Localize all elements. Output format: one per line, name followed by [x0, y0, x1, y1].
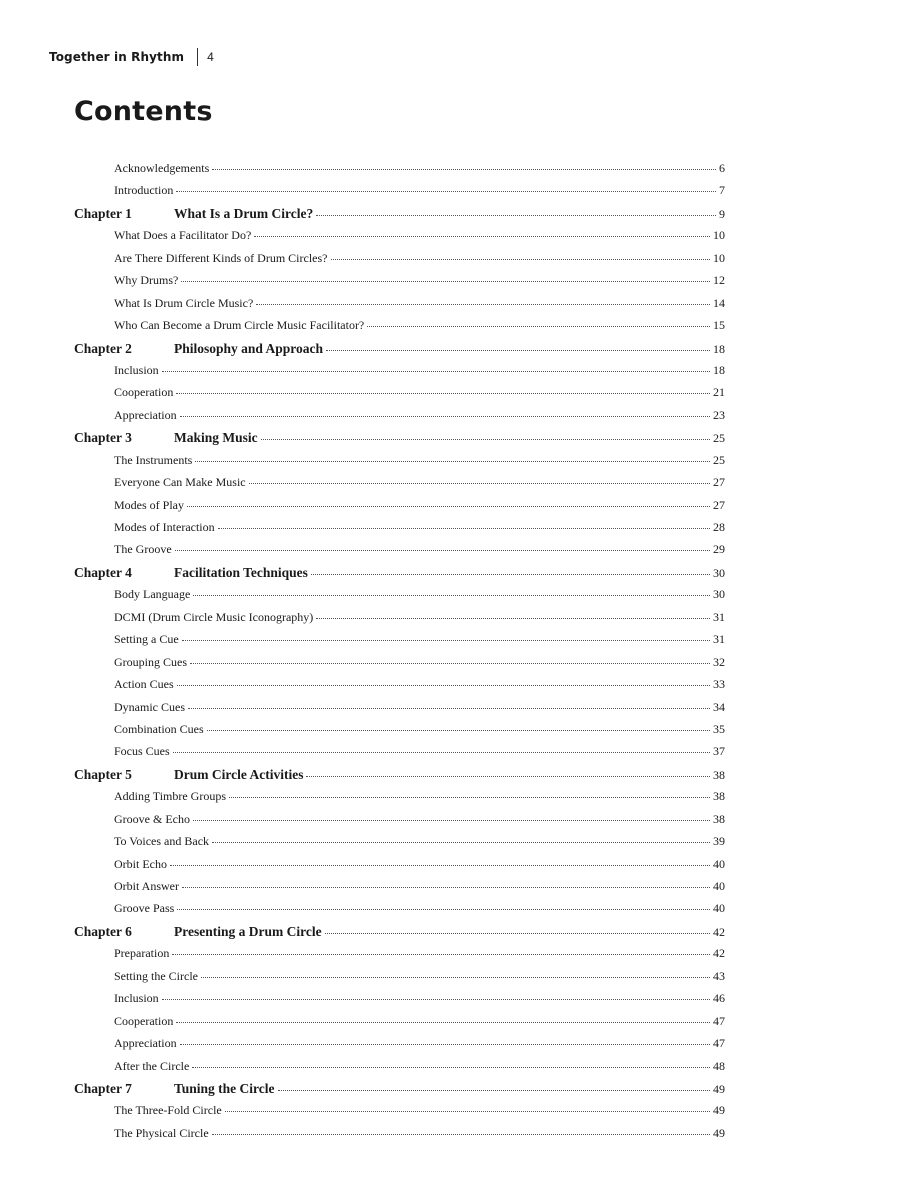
chapter-number: Chapter 7 [74, 1080, 132, 1096]
section-title: To Voices and Back [114, 834, 210, 849]
dot-leader [201, 977, 710, 978]
section-title: Who Can Become a Drum Circle Music Facilitator? [114, 318, 365, 333]
section-title: Groove & Echo [114, 811, 190, 826]
dot-leader [182, 887, 710, 888]
toc-section-row [74, 1059, 725, 1081]
dot-leader [316, 618, 710, 619]
dot-leader [249, 483, 710, 484]
toc-page-number: 10 [713, 250, 725, 265]
toc-page-number: 34 [713, 699, 725, 714]
section-title: Action Cues [114, 677, 174, 692]
toc-chapter-row [74, 430, 725, 452]
dot-leader [212, 842, 710, 843]
toc-page-number: 46 [713, 991, 725, 1006]
section-title: Are There Different Kinds of Drum Circles? [114, 250, 328, 265]
toc-section-row [74, 632, 725, 654]
dot-leader [254, 236, 710, 237]
dot-leader [192, 1067, 710, 1068]
toc-section-row [74, 677, 725, 699]
section-title: Dynamic Cues [114, 699, 185, 714]
running-head [49, 47, 214, 67]
dot-leader [193, 820, 710, 821]
section-title: Why Drums? [114, 273, 179, 288]
section-title: What Is Drum Circle Music? [114, 295, 254, 310]
chapter-number: Chapter 1 [74, 205, 132, 221]
dot-leader [177, 685, 710, 686]
toc-section-row [74, 520, 725, 542]
toc-section-row [74, 183, 725, 205]
toc-section-row [74, 991, 725, 1013]
section-title: Introduction [114, 183, 174, 198]
section-title: Appreciation [114, 407, 177, 422]
toc-section-row [74, 498, 725, 520]
toc-section-row [74, 946, 725, 968]
toc-section-row [74, 1103, 725, 1125]
section-title: Inclusion [114, 362, 159, 377]
toc-page-number: 28 [713, 520, 725, 534]
dot-leader [170, 865, 710, 866]
section-title: The Three-Fold Circle [114, 1103, 222, 1118]
toc-section-row [74, 655, 725, 677]
toc-page-number: 30 [713, 587, 725, 602]
toc-page-number: 27 [713, 497, 725, 512]
toc-chapter-row [74, 767, 725, 789]
section-title: Cooperation [114, 385, 174, 400]
section-title: The Instruments [114, 452, 193, 467]
toc-page-number: 6 [719, 161, 725, 175]
toc-page-number: 40 [713, 879, 725, 893]
toc-page-number: 43 [713, 968, 725, 983]
dot-leader [225, 1111, 710, 1112]
toc-section-row [74, 1036, 725, 1058]
toc-page-number: 42 [713, 924, 725, 939]
dot-leader [190, 663, 710, 664]
toc-page-number: 47 [713, 1013, 725, 1028]
toc-section-row [74, 901, 725, 923]
section-title: DCMI (Drum Circle Music Iconography) [114, 609, 314, 624]
toc-section-row [74, 251, 725, 273]
dot-leader [331, 259, 711, 260]
dot-leader [180, 1044, 710, 1045]
toc-page-number: 12 [713, 273, 725, 288]
section-title: Appreciation [114, 1036, 177, 1051]
chapter-title: Philosophy and Approach [174, 340, 324, 356]
dot-leader [326, 350, 710, 351]
header-divider [197, 48, 198, 66]
dot-leader [177, 909, 710, 910]
section-title: Adding Timbre Groups [114, 789, 227, 804]
toc-page-number: 25 [713, 431, 725, 446]
dot-leader [172, 954, 710, 955]
toc-page-number: 49 [713, 1081, 725, 1096]
toc-section-row [74, 273, 725, 295]
dot-leader [162, 999, 710, 1000]
dot-leader [261, 439, 710, 440]
toc-page-number: 48 [713, 1058, 725, 1073]
dot-leader [182, 640, 710, 641]
section-title: Preparation [114, 946, 170, 961]
section-title: Inclusion [114, 991, 159, 1006]
toc-section-row [74, 363, 725, 385]
toc-section-row [74, 744, 725, 766]
section-title: Orbit Answer [114, 879, 179, 893]
toc-page-number: 23 [713, 407, 725, 422]
section-title: The Physical Circle [114, 1125, 209, 1140]
toc-page-number: 49 [713, 1103, 725, 1118]
section-title: Modes of Play [114, 497, 184, 512]
dot-leader [176, 1022, 710, 1023]
toc-section-row [74, 722, 725, 744]
dot-leader [212, 1134, 710, 1135]
toc-page-number: 39 [713, 834, 725, 849]
dot-leader [180, 416, 710, 417]
section-title: Setting a Cue [114, 632, 179, 647]
toc-chapter-row [74, 206, 725, 228]
toc-page-number: 7 [719, 183, 725, 198]
table-of-contents [74, 161, 725, 1148]
section-title: Modes of Interaction [114, 520, 215, 534]
toc-section-row [74, 228, 725, 250]
toc-section-row [74, 453, 725, 475]
toc-section-row [74, 834, 725, 856]
dot-leader [278, 1090, 710, 1091]
toc-page-number: 33 [713, 677, 725, 692]
toc-section-row [74, 587, 725, 609]
toc-page-number: 37 [713, 744, 725, 759]
dot-leader [175, 550, 710, 551]
toc-page-number: 31 [713, 632, 725, 647]
toc-page-number: 10 [713, 228, 725, 243]
toc-page-number: 40 [713, 901, 725, 916]
toc-page-number: 38 [713, 789, 725, 804]
toc-section-row [74, 296, 725, 318]
book-title: Together in Rhythm [49, 50, 185, 64]
dot-leader [306, 776, 710, 777]
toc-page-number: 29 [713, 542, 725, 557]
dot-leader [229, 797, 710, 798]
page-number: 4 [207, 50, 214, 64]
section-title: What Does a Facilitator Do? [114, 228, 252, 243]
section-title: Cooperation [114, 1013, 174, 1028]
toc-section-row [74, 475, 725, 497]
toc-page-number: 14 [713, 295, 725, 310]
dot-leader [218, 528, 710, 529]
chapter-title: Drum Circle Activities [174, 766, 304, 782]
section-title: Orbit Echo [114, 856, 167, 871]
toc-page-number: 15 [713, 318, 725, 333]
toc-page-number: 42 [713, 946, 725, 961]
chapter-number: Chapter 2 [74, 340, 132, 356]
dot-leader [176, 191, 716, 192]
toc-page-number: 32 [713, 654, 725, 669]
toc-page-number: 9 [719, 206, 725, 221]
section-title: Combination Cues [114, 721, 204, 736]
chapter-title: Facilitation Techniques [174, 564, 308, 580]
toc-section-row [74, 318, 725, 340]
toc-page-number: 27 [713, 475, 725, 490]
section-title: After the Circle [114, 1058, 190, 1073]
dot-leader [162, 371, 710, 372]
chapter-number: Chapter 3 [74, 430, 132, 446]
toc-section-row [74, 610, 725, 632]
toc-chapter-row [74, 565, 725, 587]
toc-chapter-row [74, 924, 725, 946]
chapter-title: Making Music [174, 430, 258, 446]
chapter-number: Chapter 4 [74, 564, 132, 580]
dot-leader [195, 461, 710, 462]
toc-section-row [74, 812, 725, 834]
chapter-title: What Is a Drum Circle? [174, 205, 314, 221]
toc-page-number: 30 [713, 565, 725, 580]
toc-page-number: 31 [713, 609, 725, 624]
toc-section-row [74, 385, 725, 407]
section-title: Groove Pass [114, 901, 175, 916]
chapter-number: Chapter 5 [74, 766, 132, 782]
toc-chapter-row [74, 341, 725, 363]
toc-chapter-row [74, 1081, 725, 1103]
toc-page-number: 18 [713, 341, 725, 356]
toc-section-row [74, 879, 725, 901]
toc-page-number: 40 [713, 856, 725, 871]
dot-leader [173, 752, 710, 753]
section-title: Focus Cues [114, 744, 170, 759]
dot-leader [176, 393, 710, 394]
toc-page-number: 49 [713, 1125, 725, 1140]
section-title: Body Language [114, 587, 191, 602]
chapter-title: Tuning the Circle [174, 1080, 275, 1096]
chapter-number: Chapter 6 [74, 923, 132, 939]
toc-section-row [74, 1014, 725, 1036]
dot-leader [188, 708, 710, 709]
dot-leader [325, 933, 710, 934]
section-title: Grouping Cues [114, 654, 187, 669]
toc-section-row [74, 789, 725, 811]
dot-leader [207, 730, 710, 731]
dot-leader [311, 574, 710, 575]
toc-page-number: 38 [713, 767, 725, 782]
dot-leader [256, 304, 710, 305]
toc-page-number: 25 [713, 452, 725, 467]
toc-page-number: 38 [713, 811, 725, 826]
toc-section-row [74, 700, 725, 722]
toc-section-row [74, 1126, 725, 1148]
dot-leader [367, 326, 710, 327]
section-title: The Groove [114, 542, 172, 557]
toc-section-row [74, 408, 725, 430]
toc-page-number: 47 [713, 1036, 725, 1051]
section-title: Acknowledgements [114, 161, 210, 175]
toc-section-row [74, 161, 725, 183]
dot-leader [212, 169, 716, 170]
toc-section-row [74, 969, 725, 991]
toc-page-number: 21 [713, 385, 725, 400]
section-title: Everyone Can Make Music [114, 475, 246, 490]
dot-leader [193, 595, 710, 596]
dot-leader [316, 215, 716, 216]
toc-page-number: 18 [713, 362, 725, 377]
chapter-title: Presenting a Drum Circle [174, 923, 322, 939]
toc-section-row [74, 857, 725, 879]
section-title: Setting the Circle [114, 968, 198, 983]
dot-leader [187, 506, 710, 507]
dot-leader [181, 281, 710, 282]
toc-section-row [74, 542, 725, 564]
toc-page-number: 35 [713, 721, 725, 736]
page-title: Contents [74, 96, 213, 127]
